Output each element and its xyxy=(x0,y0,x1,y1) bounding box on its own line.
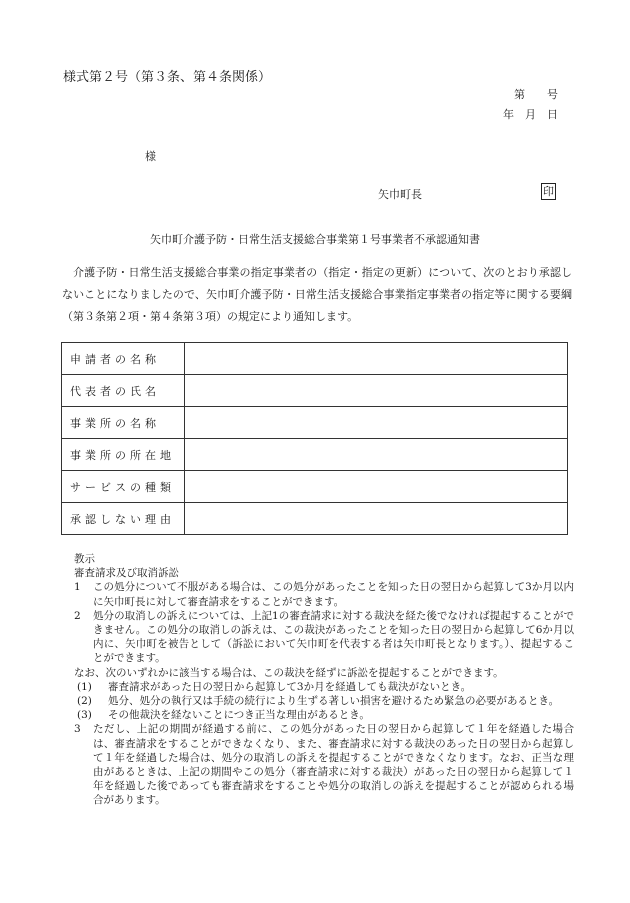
item-number: 2 xyxy=(74,609,81,622)
row-value xyxy=(185,375,568,407)
table-row xyxy=(62,375,568,407)
addressee: 様 xyxy=(145,150,156,163)
item-number: 1 xyxy=(74,581,81,594)
row-value xyxy=(185,503,568,535)
item-number: (1) xyxy=(77,680,92,693)
row-value xyxy=(185,471,568,503)
item-text: ただし、上記の期間が経過する前に、この処分があった日の翌日から起算して１年を経過した場合は、審査請求をすることができなくなり、また、審査請求に対する裁決のあった日の翌日から起算して１年を経過した場合は、処分の取消しの訴えを提起することができなくなります。なお、正当な理由があるときは、上記の期間やこの処分（審査請求に対する裁決）があった日の翌日から起算して１年を経過した後であっても審査請求をすることや処分の取消しの訴えを提起することが認められる場合があります。 xyxy=(93,723,574,807)
row-value xyxy=(185,343,568,375)
sender-name: 矢巾町長 xyxy=(378,188,422,201)
item-text: その他裁決を経ないことにつき正当な理由があるとき。 xyxy=(108,709,370,722)
row-value xyxy=(185,439,568,471)
item-note: なお、次のいずれかに該当する場合は、この裁決を経ずに訴訟を提起することができます。 xyxy=(74,666,504,679)
item-number: 3 xyxy=(74,723,81,736)
instruction-notes xyxy=(74,552,574,808)
list-item xyxy=(74,680,574,694)
notes-subheading: 審査請求及び取消訴訟 xyxy=(74,567,179,580)
item-text: 審査請求があった日の翌日から起算して3か月を経過しても裁決がないとき。 xyxy=(108,680,472,693)
table-row xyxy=(62,439,568,471)
row-label: 申請者の名称 xyxy=(62,343,185,375)
row-label: 代表者の氏名 xyxy=(62,375,185,407)
form-number: 様式第２号（第３条、第４条関係） xyxy=(63,70,272,85)
item-number: (2) xyxy=(77,695,92,708)
list-item xyxy=(74,609,574,666)
body-paragraph: 介護予防・日常生活支援総合事業の指定事業者の（指定・指定の更新）について、次のとおり承認しないことになりましたので、矢巾町介護予防・日常生活支援総合事業指定事業者の指定等に関する要綱（第３条第２項・第４条第３項）の規定により通知します。 xyxy=(62,266,572,323)
row-value xyxy=(185,407,568,439)
row-label: 承認しない理由 xyxy=(62,503,185,535)
list-item xyxy=(74,722,574,807)
row-label: 事業所の名称 xyxy=(62,407,185,439)
table-row xyxy=(62,343,568,375)
seal-mark: 印 xyxy=(543,185,554,198)
item-text: この処分について不服がある場合は、この処分があったことを知った日の翌日から起算して3か月以内に矢巾町長に対して審査請求をすることができます。 xyxy=(93,581,574,608)
table-row xyxy=(62,503,568,535)
document-number: 第 号 xyxy=(514,88,558,101)
notes-heading: 教示 xyxy=(74,553,95,565)
table-row xyxy=(62,471,568,503)
document-title: 矢巾町介護予防・日常生活支援総合事業第１号事業者不承認通知書 xyxy=(150,233,480,246)
info-table xyxy=(61,342,568,535)
item-number: (3) xyxy=(77,709,92,722)
list-item xyxy=(74,580,574,608)
item-text: 処分、処分の執行又は手続の続行により生ずる著しい損害を避けるため緊急の必要があるとき。 xyxy=(108,695,560,708)
table-row xyxy=(62,407,568,439)
list-item xyxy=(74,708,574,722)
row-label: サービスの種類 xyxy=(62,471,185,503)
list-item xyxy=(74,694,574,708)
row-label: 事業所の所在地 xyxy=(62,439,185,471)
document-date: 年 月 日 xyxy=(503,108,558,121)
item-text: 処分の取消しの訴えについては、上記1の審査請求に対する裁決を経た後でなければ提起することができません。この処分の取消しの訴えは、この裁決があったことを知った日の翌日から起算して6か月以内に、矢巾町を被告として（訴訟において矢巾町を代表する者は矢巾町長となります。）、提起することができます。 xyxy=(93,609,574,665)
